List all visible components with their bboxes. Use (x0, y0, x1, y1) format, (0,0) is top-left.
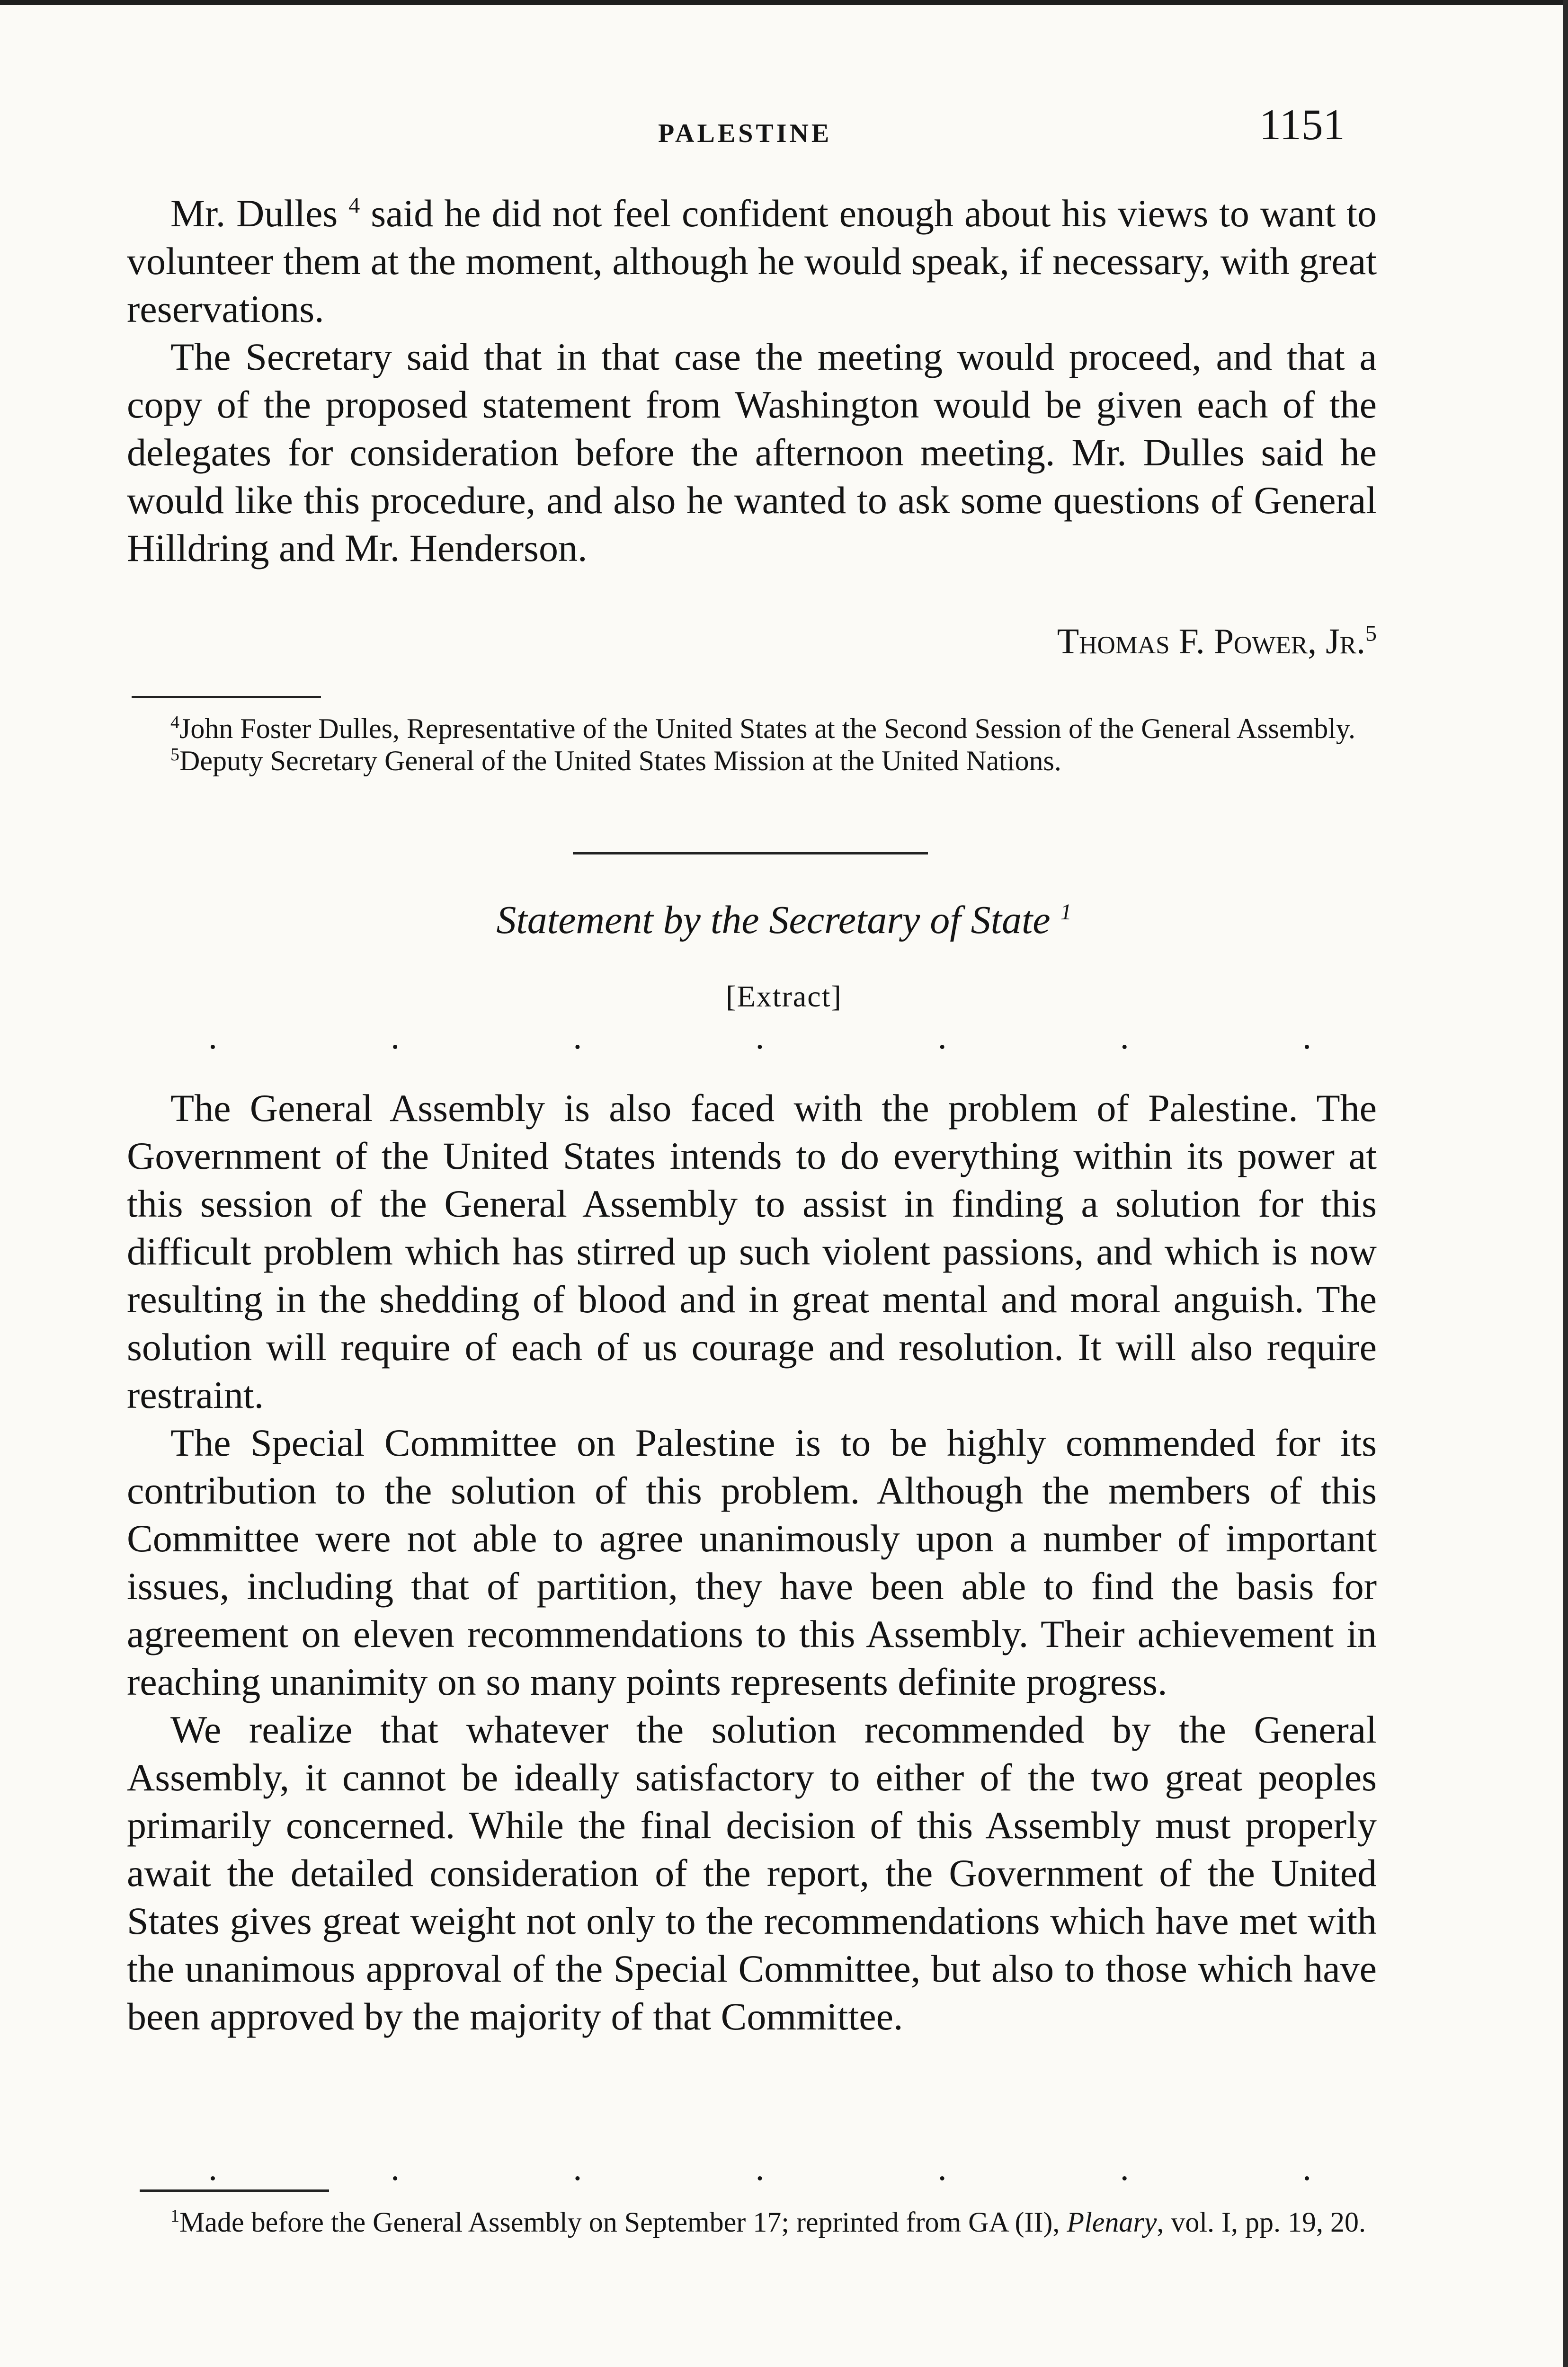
memo-text (127, 189, 1377, 572)
statement-text (127, 1084, 1377, 2040)
memo-paragraph: The Secretary said that in that case the meeting would proceed, and that a copy of the proposed statement from Washington would be given each of the delegates for consideration before the afternoon meeting. Mr. Dulles said he would like this procedure, and also he wanted to ask some questions of General Hilldring and Mr. Henderson. (127, 335, 1377, 570)
footnote: $^4$John Foster Dulles, Representative of the United States at the Second Session of the General Assembly. (170, 712, 1355, 744)
footnote-bottom (127, 2206, 1377, 2238)
footnote-ref: 4 (348, 193, 360, 218)
footnotes-top (127, 712, 1377, 777)
scan-border-top (0, 0, 1568, 5)
scan-border-right (1563, 0, 1568, 2367)
running-head: PALESTINE (658, 119, 832, 148)
footnote-rule (140, 2189, 329, 2192)
signature: Thomas F. Power, Jr.$^5$ (1057, 621, 1377, 661)
footnote: $^1$Made before the General Assembly on September 17; reprinted from GA (II), Plenary, vol. I, pp. 19, 20. (170, 2206, 1366, 2238)
statement-paragraph: The General Assembly is also faced with the problem of Palestine. The Government of the United States intends to do everything within its power at this session of the General Assembly to assist in finding a solution for this difficult problem which has stirred up such violent passions, and which is now resulting in the shedding of blood and in great mental and moral anguish. The solution will require of each of us courage and resolution. It will also require restraint. (127, 1086, 1377, 1416)
ellipsis-row-bottom: . . . . . . . (208, 2148, 1311, 2188)
footnote-ref: 1 (1060, 899, 1072, 925)
section-subtitle: [Extract] (726, 979, 842, 1013)
footnote: $^5$Deputy Secretary General of the United States Mission at the United Nations. (170, 745, 1061, 776)
footnote-ref: 5 (1365, 621, 1377, 646)
memo-paragraph: Mr. Dulles $^4$ said he did not feel confident enough about his views to want to volunteer them at the moment, although he would speak, if necessary, with great reservations. (127, 192, 1377, 330)
statement-paragraph: The Special Committee on Palestine is to be highly commended for its contribution to the solution of this problem. Although the members of this Committee were not able to agree unanimously upon a number of important issues, including that of partition, they have been able to find the basis for agreement on eleven recommendations to this Assembly. Their achievement in reaching unanimity on so many points represents definite progress. (127, 1421, 1377, 1703)
footnote-rule (132, 696, 321, 698)
section-title: Statement by the Secretary of State $^1$ (496, 898, 1072, 942)
statement-paragraph: We realize that whatever the solution recommended by the General Assembly, it cannot be ideally satisfactory to either of the two great peoples primarily concerned. While the final decision of this Assembly must properly await the detailed consideration of the report, the Government of the United States gives great weight not only to the recommendations which have met with the unanimous approval of the Special Committee, but also to those which have been approved by the majority of that Committee. (127, 1708, 1377, 2038)
ellipsis-row-top: . . . . . . . (208, 1017, 1311, 1057)
section-divider (573, 852, 928, 854)
page-number: 1151 (1259, 100, 1345, 149)
